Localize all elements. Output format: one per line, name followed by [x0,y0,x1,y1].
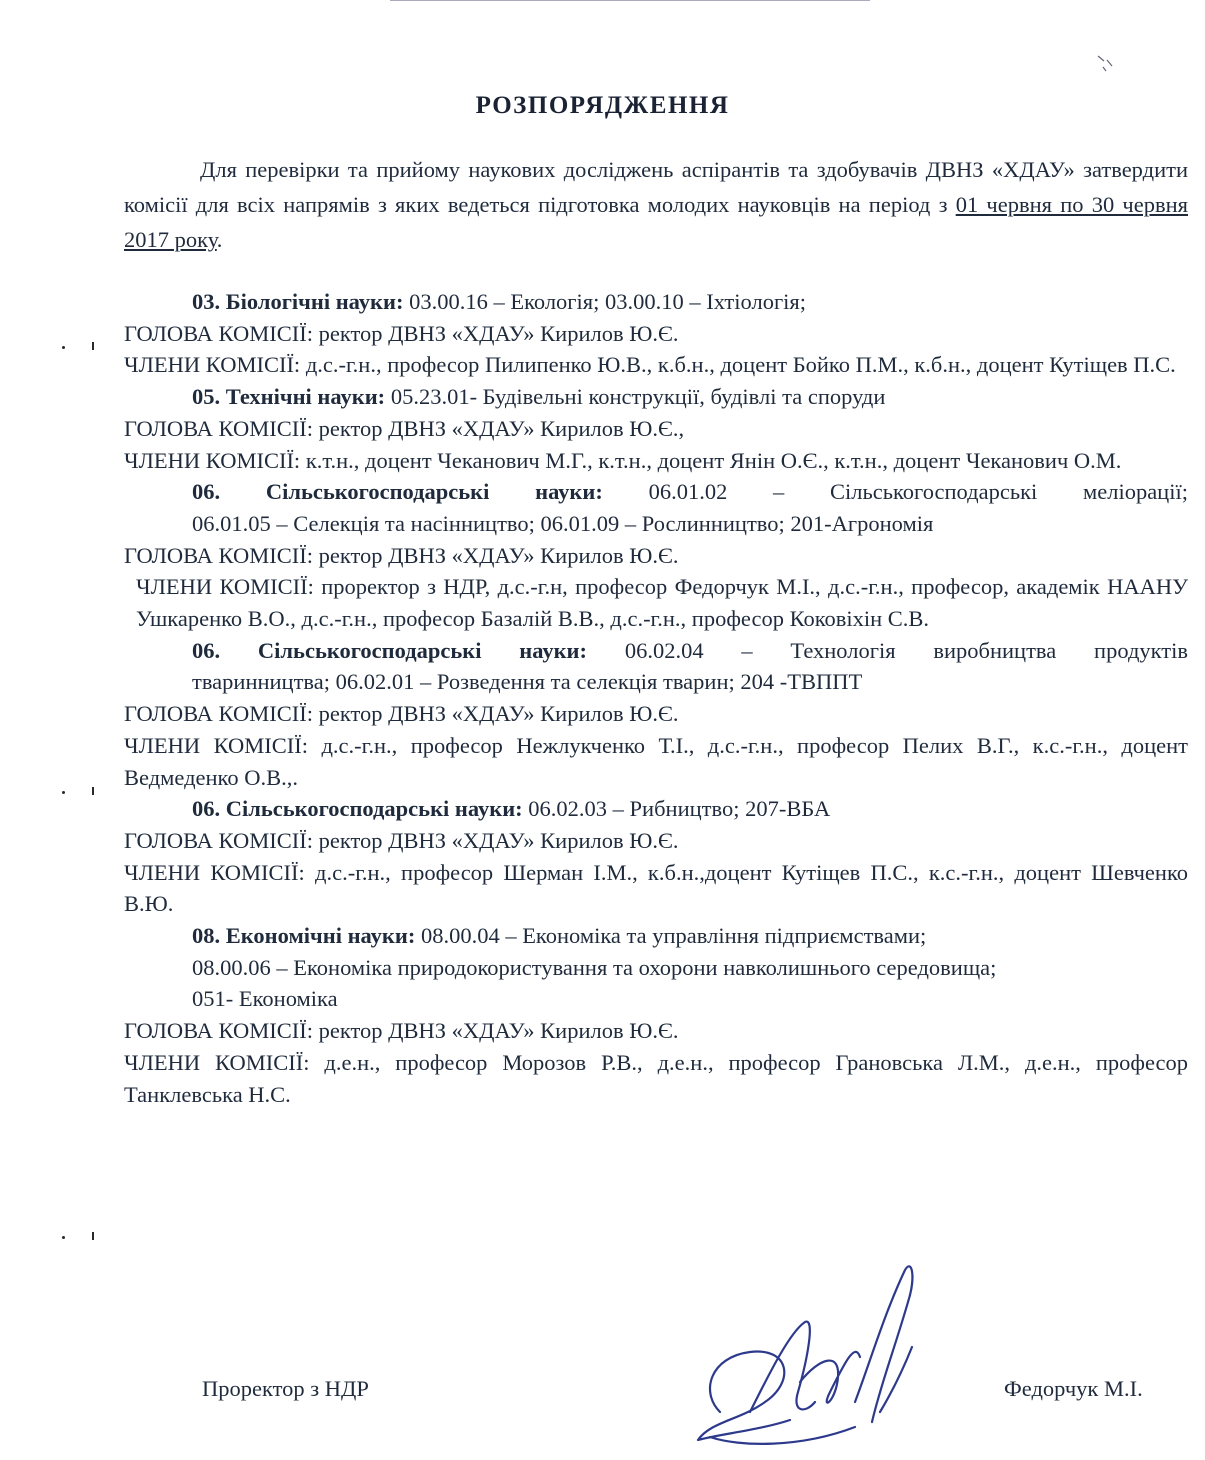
commission-members: ЧЛЕНИ КОМІСІЇ: д.е.н., професор Морозов Р.В., д.е.н., професор Грановська Л.М., д.е.н., професор Танклевська Н.С. [124,1049,1188,1107]
margin-tick [92,1232,94,1240]
section-specialties: 03.00.16 – Екологія; 03.00.10 – Іхтіологія; [403,289,807,314]
section-heading: 06. Сільськогосподарські науки: [192,796,523,822]
commission-members: ЧЛЕНИ КОМІСІЇ: д.с.-г.н., професор Нежлукченко Т.І., д.с.-г.н., професор Пелих В.Г., к.с.-г.н., доцент Ведмеденко О.В.,. [124,732,1188,790]
commission-members: ЧЛЕНИ КОМІСІЇ: проректор з НДР, д.с.-г.н, професор Федорчук М.І., д.с.-г.н., професор, академік НААНУ Ушкаренко В.О., д.с.-г.н., професор Базалій В.В., д.с.-г.н., професор Коковіхін С.В. [136,574,1188,632]
commission-head: ГОЛОВА КОМІСІЇ: ректор ДВНЗ «ХДАУ» Кирилов Ю.Є. [124,827,679,853]
section-heading: 05. Технічні науки: [192,384,386,410]
commission-head: ГОЛОВА КОМІСІЇ: ректор ДВНЗ «ХДАУ» Кирилов Ю.Є. [124,542,679,568]
section-specialties: 05.23.01- Будівельні конструкції, будівлі та споруди [385,384,886,410]
section-specialties: 08.00.04 – Економіка та управління підприємствами; [415,923,927,949]
commission-head: ГОЛОВА КОМІСІЇ: ректор ДВНЗ «ХДАУ» Кирилов Ю.Є. [124,1018,679,1044]
intro-end: . [216,227,223,252]
intro-period: 01 червня по 30 червня 2017 року [124,192,1188,252]
margin-tick [92,342,94,350]
signatory-position: Проректор з НДР [202,1376,369,1401]
section-specialties-cont: тваринництва; 06.02.01 – Розведення та селекція тварин; 204 -ТВППТ [192,669,863,695]
section-heading: 03. Біологічні науки: [192,289,404,314]
signatory-name: Федорчук М.І. [1004,1376,1143,1401]
commission-list [124,286,1188,1110]
section-specialties-cont: 051- Економіка [192,986,338,1012]
commission-members: ЧЛЕНИ КОМІСІЇ: д.с.-г.н., професор Пилипенко Ю.В., к.б.н., доцент Бойко П.М., к.б.н., доцент Кутіщев П.С. [124,352,1176,378]
commission-members: ЧЛЕНИ КОМІСІЇ: к.т.н., доцент Чеканович М.Г., к.т.н., доцент Янін О.Є., к.т.н., доцент Чеканович О.М. [124,447,1122,473]
section-heading-line [124,476,1188,508]
section-heading-line [124,286,1188,318]
margin-dot [62,346,65,349]
commission-members: ЧЛЕНИ КОМІСІЇ: д.с.-г.н., професор Шерман І.М., к.б.н.,доцент Кутіщев П.С., к.с.-г.н., доцент Шевченко В.Ю. [124,859,1188,917]
section-heading: 08. Економічні науки: [192,923,416,949]
section-heading-line [124,793,1188,825]
intro-paragraph [124,152,1188,257]
section-heading-line [124,920,1188,952]
signature-icon [680,1262,940,1452]
section-specialties: 06.01.02 – Сільськогосподарські меліорації; [602,479,1188,505]
margin-tick [92,787,94,795]
intro-text: Для перевірки та прийому наукових досліджень аспірантів та здобувачів ДВНЗ «ХДАУ» затвердити комісії для всіх напрямів з яких ведеться підготовка молодих науковців на період з [124,157,1188,217]
scan-mark-icon [1095,52,1117,74]
section-specialties-cont: 08.00.06 – Економіка природокористування та охорони навколишнього середовища; [192,954,997,980]
section-heading: 06. Сільськогосподарські науки: [192,637,588,663]
section-specialties: 06.02.04 – Технологія виробництва продуктів [587,637,1188,663]
document-title: РОЗПОРЯДЖЕННЯ [475,92,730,119]
section-heading-line [124,381,1188,413]
commission-head: ГОЛОВА КОМІСІЇ: ректор ДВНЗ «ХДАУ» Кирилов Ю.Є. [124,320,679,346]
margin-dot [62,1236,65,1239]
section-heading-line [124,635,1188,667]
commission-head: ГОЛОВА КОМІСІЇ: ректор ДВНЗ «ХДАУ» Кирилов Ю.Є., [124,415,685,441]
margin-dot [62,791,65,794]
commission-head: ГОЛОВА КОМІСІЇ: ректор ДВНЗ «ХДАУ» Кирилов Ю.Є. [124,701,679,727]
section-specialties: 06.02.03 – Рибництво; 207-ВБА [522,796,831,822]
scan-edge-line [390,0,870,1]
section-specialties-cont: 06.01.05 – Селекція та насінництво; 06.01.09 – Рослинництво; 201-Агрономія [192,510,934,536]
section-heading: 06. Сільськогосподарські науки: [192,479,603,505]
